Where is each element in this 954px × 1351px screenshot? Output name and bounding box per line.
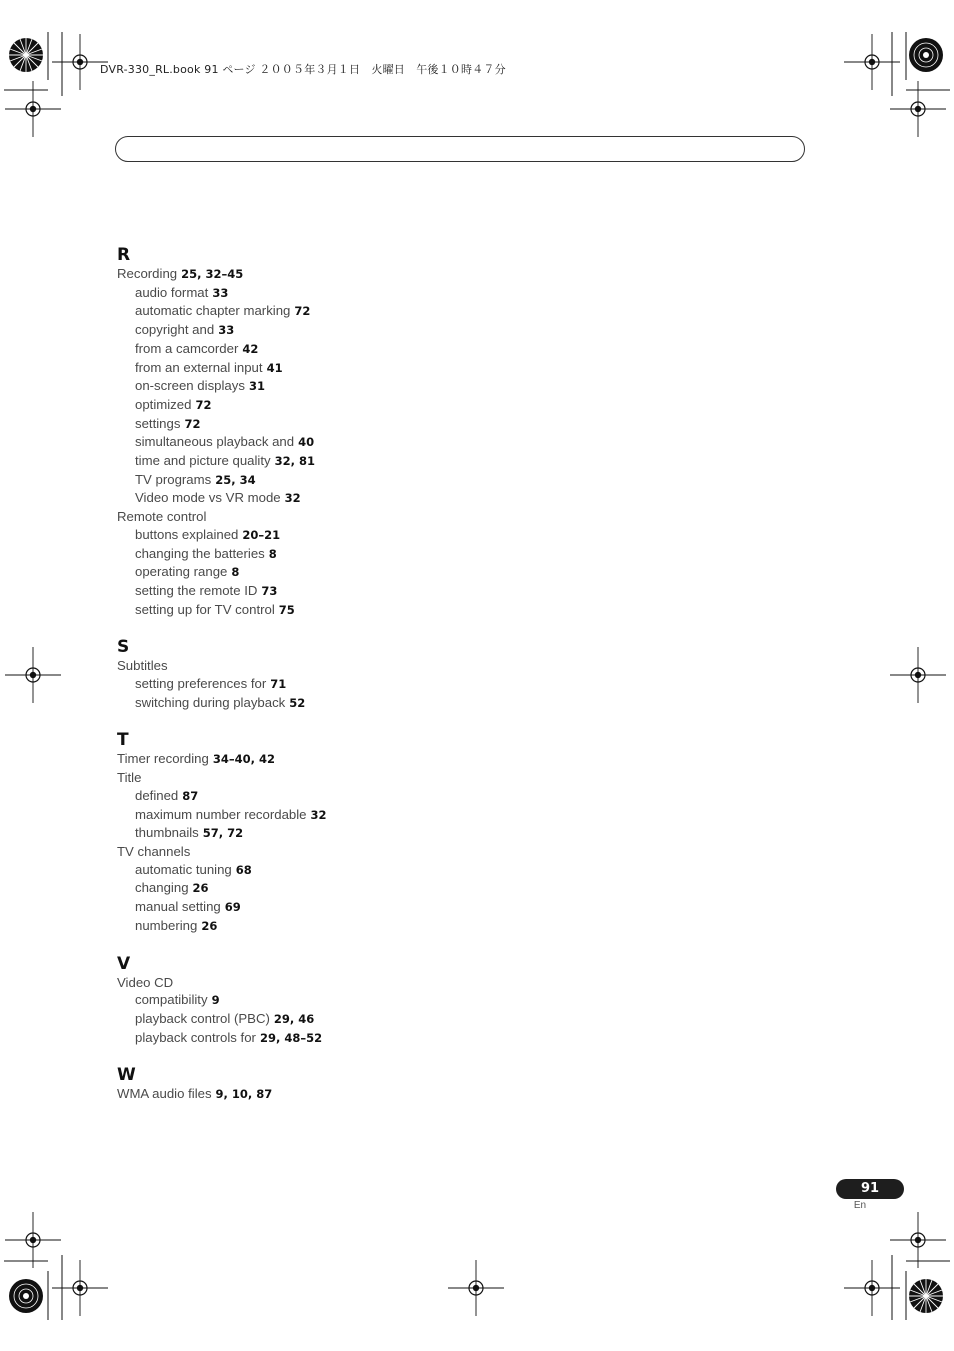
entry-page-refs: 8 — [268, 546, 277, 561]
entry-term: defined — [135, 787, 179, 803]
entry-term: setting preferences for — [135, 676, 267, 692]
entry-page-refs: 8 — [231, 565, 240, 580]
entry-term: buttons explained — [135, 526, 239, 542]
index-letter-heading: T — [117, 730, 129, 751]
entry-page-refs: 25, 32–45 — [181, 267, 244, 281]
entry-term: operating range — [135, 564, 228, 580]
entry-page-refs: 32, 81 — [274, 454, 316, 469]
entry-term: WMA audio files — [117, 1086, 212, 1102]
entry-page-refs: 33 — [212, 285, 229, 300]
entry-page-refs: 52 — [289, 695, 306, 710]
entry-page-refs: 31 — [248, 379, 265, 394]
entry-term: changing the batteries — [135, 545, 265, 561]
language-label: En — [853, 1200, 867, 1211]
entry-term: from an external input — [135, 359, 263, 375]
entry-term: Timer recording — [117, 751, 209, 767]
entry-term: switching during playback — [135, 694, 286, 710]
entry-term: automatic chapter marking — [135, 303, 291, 319]
entry-term: optimized — [135, 396, 192, 412]
entry-term: simultaneous playback and — [135, 434, 295, 450]
entry-term: TV channels — [117, 843, 191, 859]
entry-term: settings — [135, 415, 181, 431]
entry-term: numbering — [135, 917, 198, 933]
page-number: 91 — [860, 1181, 880, 1196]
entry-term: TV programs — [135, 471, 212, 487]
entry-page-refs: 75 — [278, 602, 295, 617]
entry-page-refs: 57, 72 — [202, 826, 244, 841]
entry-page-refs: 25, 34 — [215, 472, 256, 487]
entry-page-refs: 34–40, 42 — [212, 752, 275, 767]
entry-page-refs: 71 — [270, 677, 287, 692]
entry-term: compatibility — [135, 992, 208, 1008]
entry-term: Video mode vs VR mode — [135, 490, 281, 506]
index-letter-heading: S — [117, 637, 130, 658]
entry-term: Recording — [117, 266, 178, 281]
entry-page-refs: 26 — [192, 881, 209, 896]
entry-page-refs: 32 — [284, 491, 301, 506]
entry-page-refs: 29, 48–52 — [259, 1030, 323, 1045]
entry-page-refs: 26 — [201, 918, 218, 933]
entry-term: audio format — [135, 284, 209, 300]
entry-page-refs: 72 — [184, 416, 201, 431]
entry-term: on-screen displays — [135, 378, 245, 394]
starburst-target-icon — [9, 1279, 43, 1313]
entry-term: Title — [117, 770, 142, 786]
entry-page-refs: 41 — [266, 360, 283, 375]
file-header-info: DVR-330_RL.book 91 ページ ２００５年３月１日 火曜日 午後１０時４７分 — [100, 63, 506, 76]
entry-page-refs: 40 — [298, 435, 315, 450]
entry-page-refs: 73 — [261, 583, 278, 598]
entry-page-refs: 32 — [310, 807, 327, 822]
entry-term: from a camcorder — [135, 340, 239, 356]
starburst-target-icon — [9, 38, 43, 72]
entry-page-refs: 68 — [235, 862, 252, 877]
entry-term: changing — [135, 880, 189, 896]
entry-term: time and picture quality — [135, 453, 271, 469]
entry-page-refs: 72 — [294, 304, 311, 319]
entry-term: Video CD — [117, 974, 174, 990]
entry-term: automatic tuning — [135, 861, 232, 877]
entry-page-refs: 69 — [224, 900, 241, 915]
entry-page-refs: 29, 46 — [273, 1011, 315, 1026]
entry-term: setting the remote ID — [135, 582, 258, 598]
entry-page-refs: 87 — [182, 788, 199, 803]
entry-term: Subtitles — [117, 658, 168, 674]
index-letter-heading: V — [117, 953, 131, 974]
entry-term: playback controls for — [135, 1029, 256, 1045]
entry-page-refs: 42 — [242, 341, 259, 356]
starburst-target-icon — [909, 38, 943, 72]
entry-term: Remote control — [117, 509, 207, 525]
entry-term: manual setting — [135, 899, 221, 915]
entry-term: setting up for TV control — [135, 601, 275, 617]
entry-page-refs: 9 — [211, 993, 220, 1008]
index-letter-heading: R — [117, 245, 131, 265]
entry-page-refs: 20–21 — [242, 527, 281, 542]
entry-page-refs: 33 — [218, 323, 235, 338]
entry-term: playback control (PBC) — [135, 1010, 270, 1026]
entry-term: thumbnails — [135, 825, 199, 841]
index-letter-heading: W — [117, 1065, 136, 1086]
entry-term: copyright and — [135, 322, 215, 338]
starburst-target-icon — [909, 1279, 943, 1313]
entry-page-refs: 9, 10, 87 — [215, 1087, 273, 1102]
entry-page-refs: 72 — [195, 397, 212, 412]
entry-term: maximum number recordable — [135, 806, 307, 822]
